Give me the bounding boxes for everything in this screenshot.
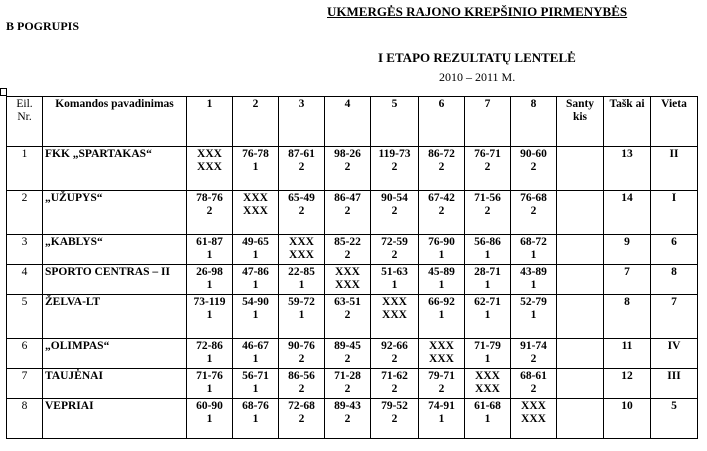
result-score: 47-86: [242, 266, 269, 278]
result-score: 89-43: [334, 400, 361, 412]
result-points: 1: [298, 279, 305, 291]
table-row: [7, 339, 698, 369]
result-cell: [419, 339, 465, 369]
result-cell: [325, 235, 371, 265]
place-cell: II: [651, 147, 698, 191]
place-cell: 6: [651, 235, 698, 265]
place-cell: 8: [651, 265, 698, 295]
row-nr: 5: [7, 295, 43, 339]
result-cell: [465, 265, 511, 295]
result-points: 1: [530, 279, 537, 291]
result-score: 92-66: [381, 340, 408, 352]
result-points: 1: [484, 249, 491, 261]
result-points: 2: [298, 205, 305, 217]
header-game: 1: [187, 97, 233, 147]
result-cell: [511, 369, 557, 399]
table-row: [7, 265, 698, 295]
result-points: 2: [206, 205, 213, 217]
result-cell: [371, 399, 419, 439]
result-score: 98-26: [334, 148, 361, 160]
result-points: 1: [252, 353, 259, 365]
result-points: 2: [530, 205, 537, 217]
result-score: XXX: [429, 340, 454, 352]
result-points: 2: [344, 249, 351, 261]
result-cell: [325, 265, 371, 295]
table-move-handle-icon[interactable]: [0, 88, 7, 96]
result-points: XXX: [243, 205, 268, 217]
result-score: 68-72: [520, 236, 547, 248]
result-cell: [279, 369, 325, 399]
result-points: 2: [344, 353, 351, 365]
header-ratio: Santy kis: [557, 97, 604, 147]
result-score: 76-90: [428, 236, 455, 248]
header-game: 4: [325, 97, 371, 147]
row-nr: 8: [7, 399, 43, 439]
result-cell: [233, 265, 279, 295]
result-score: 51-63: [381, 266, 408, 278]
result-cell: [233, 235, 279, 265]
result-cell: [511, 399, 557, 439]
result-points: 2: [298, 413, 305, 425]
result-score: 119-73: [378, 148, 411, 160]
team-name: ŽELVA-LT: [43, 295, 187, 339]
result-cell: [419, 147, 465, 191]
result-cell: [511, 295, 557, 339]
result-cell: [325, 191, 371, 235]
table-row: [7, 399, 698, 439]
result-points: 1: [484, 353, 491, 365]
result-score: 72-86: [196, 340, 223, 352]
result-score: 65-49: [288, 192, 315, 204]
result-score: 28-71: [474, 266, 501, 278]
points-cell: 10: [604, 399, 651, 439]
header-place: Vieta: [651, 97, 698, 147]
result-score: 86-47: [334, 192, 361, 204]
result-score: XXX: [289, 236, 314, 248]
results-table: [6, 96, 698, 439]
result-points: 2: [438, 205, 445, 217]
result-cell: [511, 191, 557, 235]
result-points: 2: [344, 383, 351, 395]
result-score: 49-65: [242, 236, 269, 248]
result-cell: [419, 399, 465, 439]
result-points: 2: [391, 413, 398, 425]
result-cell: [325, 339, 371, 369]
row-nr: 7: [7, 369, 43, 399]
result-cell: [325, 369, 371, 399]
result-score: XXX: [521, 400, 546, 412]
result-points: 2: [438, 383, 445, 395]
result-points: 2: [391, 353, 398, 365]
season-label: 2010 – 2011 M.: [439, 70, 516, 84]
result-points: 2: [391, 161, 398, 173]
place-cell: I: [651, 191, 698, 235]
team-name: FKK „SPARTAKAS“: [43, 147, 187, 191]
result-cell: [371, 147, 419, 191]
result-score: 56-86: [474, 236, 501, 248]
result-cell: [233, 295, 279, 339]
result-points: 1: [252, 383, 259, 395]
result-score: 76-71: [474, 148, 501, 160]
result-score: 87-61: [288, 148, 315, 160]
ratio-cell: [557, 235, 604, 265]
result-score: 62-71: [474, 296, 501, 308]
ratio-cell: [557, 191, 604, 235]
result-points: 2: [344, 309, 351, 321]
result-points: 2: [391, 383, 398, 395]
result-score: XXX: [382, 296, 407, 308]
result-points: 1: [206, 383, 213, 395]
result-cell: [233, 191, 279, 235]
header-game: 6: [419, 97, 465, 147]
result-score: 90-54: [381, 192, 408, 204]
result-cell: [419, 295, 465, 339]
championship-title: UKMERGĖS RAJONO KREPŠINIO PIRMENYBĖS: [327, 4, 628, 19]
result-points: 1: [252, 413, 259, 425]
row-nr: 2: [7, 191, 43, 235]
result-cell: [371, 295, 419, 339]
result-score: 52-79: [520, 296, 547, 308]
ratio-cell: [557, 399, 604, 439]
result-cell: [279, 147, 325, 191]
result-score: 66-92: [428, 296, 455, 308]
table-row: [7, 235, 698, 265]
result-score: 22-85: [288, 266, 315, 278]
table-subtitle: I ETAPO REZULTATŲ LENTELĖ: [378, 50, 576, 65]
result-score: 60-90: [196, 400, 223, 412]
result-points: 1: [206, 413, 213, 425]
result-score: 73-119: [193, 296, 226, 308]
result-cell: [511, 235, 557, 265]
team-name: VEPRIAI: [43, 399, 187, 439]
result-cell: [371, 265, 419, 295]
result-score: 67-42: [428, 192, 455, 204]
result-score: 63-51: [334, 296, 361, 308]
header-game: 7: [465, 97, 511, 147]
result-cell: [187, 369, 233, 399]
table-header-row: [7, 97, 698, 147]
result-cell: [371, 339, 419, 369]
result-points: 1: [298, 309, 305, 321]
result-cell: [187, 191, 233, 235]
result-points: 2: [530, 353, 537, 365]
header-game: 3: [279, 97, 325, 147]
result-points: 1: [530, 249, 537, 261]
result-points: 2: [391, 205, 398, 217]
row-nr: 4: [7, 265, 43, 295]
points-cell: 12: [604, 369, 651, 399]
result-cell: [419, 191, 465, 235]
result-points: 1: [438, 309, 445, 321]
result-cell: [233, 399, 279, 439]
result-cell: [465, 147, 511, 191]
result-points: 2: [344, 205, 351, 217]
result-points: 1: [206, 279, 213, 291]
result-points: 2: [298, 161, 305, 173]
result-score: 89-45: [334, 340, 361, 352]
team-name: SPORTO CENTRAS – II: [43, 265, 187, 295]
points-cell: 9: [604, 235, 651, 265]
result-cell: [511, 339, 557, 369]
result-score: 26-98: [196, 266, 223, 278]
result-score: 71-79: [474, 340, 501, 352]
table-row: [7, 191, 698, 235]
result-score: 71-62: [381, 370, 408, 382]
place-cell: 7: [651, 295, 698, 339]
points-cell: 11: [604, 339, 651, 369]
result-cell: [465, 369, 511, 399]
result-points: 1: [206, 249, 213, 261]
result-cell: [187, 339, 233, 369]
result-cell: [187, 399, 233, 439]
result-score: 71-56: [474, 192, 501, 204]
result-cell: [279, 235, 325, 265]
result-cell: [233, 369, 279, 399]
result-points: 1: [252, 249, 259, 261]
result-cell: [279, 295, 325, 339]
result-score: 71-76: [196, 370, 223, 382]
result-points: 1: [530, 309, 537, 321]
result-points: 2: [438, 161, 445, 173]
team-name: TAUJĖNAI: [43, 369, 187, 399]
result-score: 43-89: [520, 266, 547, 278]
header-game: 2: [233, 97, 279, 147]
result-score: 78-76: [196, 192, 223, 204]
result-score: 59-72: [288, 296, 315, 308]
result-score: 68-61: [520, 370, 547, 382]
row-nr: 1: [7, 147, 43, 191]
result-score: 54-90: [242, 296, 269, 308]
group-label: B POGRUPIS: [6, 19, 80, 33]
result-points: 1: [391, 279, 398, 291]
result-points: XXX: [429, 353, 454, 365]
result-cell: [511, 265, 557, 295]
result-score: 45-89: [428, 266, 455, 278]
result-points: 1: [252, 279, 259, 291]
result-points: 1: [206, 353, 213, 365]
row-nr: 3: [7, 235, 43, 265]
result-points: 1: [252, 161, 259, 173]
header-nr: Eil. Nr.: [7, 97, 43, 147]
result-score: XXX: [197, 148, 222, 160]
result-score: XXX: [243, 192, 268, 204]
result-points: 2: [391, 249, 398, 261]
result-cell: [419, 235, 465, 265]
result-cell: [419, 369, 465, 399]
result-cell: [465, 295, 511, 339]
result-cell: [465, 191, 511, 235]
result-cell: [325, 399, 371, 439]
place-cell: 5: [651, 399, 698, 439]
team-name: „OLIMPAS“: [43, 339, 187, 369]
result-points: XXX: [197, 161, 222, 173]
ratio-cell: [557, 265, 604, 295]
result-score: 90-76: [288, 340, 315, 352]
table-row: [7, 295, 698, 339]
result-score: 79-71: [428, 370, 455, 382]
result-score: XXX: [475, 370, 500, 382]
result-points: XXX: [521, 413, 546, 425]
points-cell: 14: [604, 191, 651, 235]
result-score: 85-22: [334, 236, 361, 248]
points-cell: 8: [604, 295, 651, 339]
result-points: 1: [484, 279, 491, 291]
place-cell: IV: [651, 339, 698, 369]
ratio-cell: [557, 147, 604, 191]
points-cell: 7: [604, 265, 651, 295]
result-score: 90-60: [520, 148, 547, 160]
result-points: 2: [484, 161, 491, 173]
result-cell: [465, 235, 511, 265]
ratio-cell: [557, 339, 604, 369]
result-score: 72-59: [381, 236, 408, 248]
result-points: 2: [530, 161, 537, 173]
result-cell: [187, 295, 233, 339]
result-score: 76-78: [242, 148, 269, 160]
header-game: 8: [511, 97, 557, 147]
result-points: 2: [484, 205, 491, 217]
place-cell: III: [651, 369, 698, 399]
points-cell: 13: [604, 147, 651, 191]
result-score: 76-68: [520, 192, 547, 204]
result-points: 1: [438, 279, 445, 291]
header-team: Komandos pavadinimas: [43, 97, 187, 147]
result-cell: [279, 339, 325, 369]
result-cell: [187, 235, 233, 265]
ratio-cell: [557, 295, 604, 339]
team-name: „KABLYS“: [43, 235, 187, 265]
row-nr: 6: [7, 339, 43, 369]
result-points: 1: [252, 309, 259, 321]
result-cell: [187, 265, 233, 295]
result-score: 68-76: [242, 400, 269, 412]
result-score: 61-68: [474, 400, 501, 412]
result-cell: [279, 265, 325, 295]
result-points: XXX: [289, 249, 314, 261]
result-cell: [279, 399, 325, 439]
result-points: 2: [298, 383, 305, 395]
result-cell: [371, 235, 419, 265]
result-score: 86-72: [428, 148, 455, 160]
result-points: 2: [344, 161, 351, 173]
result-cell: [465, 339, 511, 369]
result-cell: [325, 147, 371, 191]
result-score: 71-28: [334, 370, 361, 382]
result-cell: [187, 147, 233, 191]
table-row: [7, 147, 698, 191]
result-cell: [371, 369, 419, 399]
result-points: 1: [484, 413, 491, 425]
header-points: Tašk ai: [604, 97, 651, 147]
result-score: 46-67: [242, 340, 269, 352]
result-points: 1: [206, 309, 213, 321]
result-cell: [371, 191, 419, 235]
result-cell: [233, 339, 279, 369]
result-points: 1: [484, 309, 491, 321]
result-cell: [511, 147, 557, 191]
result-points: XXX: [335, 279, 360, 291]
result-points: 2: [298, 353, 305, 365]
result-points: XXX: [475, 383, 500, 395]
result-score: 61-87: [196, 236, 223, 248]
table-row: [7, 369, 698, 399]
header-game: 5: [371, 97, 419, 147]
result-points: 1: [438, 249, 445, 261]
result-cell: [233, 147, 279, 191]
result-points: 2: [344, 413, 351, 425]
result-score: 79-52: [381, 400, 408, 412]
result-cell: [465, 399, 511, 439]
result-points: 1: [438, 413, 445, 425]
result-score: 72-68: [288, 400, 315, 412]
ratio-cell: [557, 369, 604, 399]
result-points: XXX: [382, 309, 407, 321]
result-score: 74-91: [428, 400, 455, 412]
team-name: „UŽUPYS“: [43, 191, 187, 235]
result-score: 91-74: [520, 340, 547, 352]
result-score: 56-71: [242, 370, 269, 382]
result-score: XXX: [335, 266, 360, 278]
result-cell: [419, 265, 465, 295]
result-cell: [325, 295, 371, 339]
result-cell: [279, 191, 325, 235]
result-score: 86-56: [288, 370, 315, 382]
result-points: 2: [530, 383, 537, 395]
